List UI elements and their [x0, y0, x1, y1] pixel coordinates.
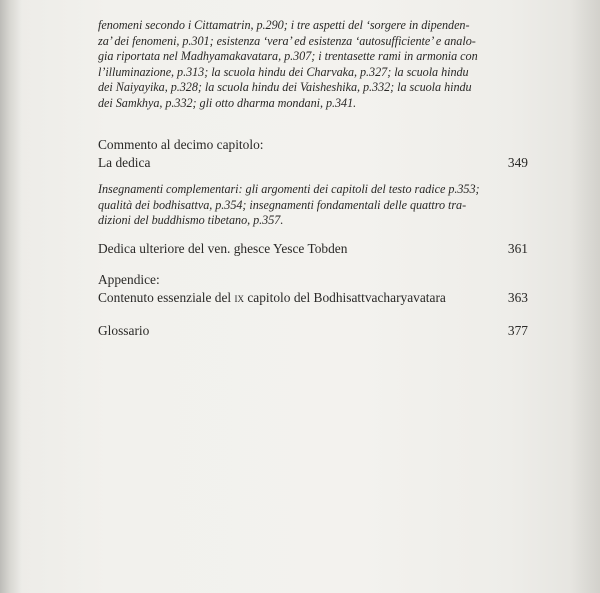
- continuation-line: dei Samkhya, p.332; gli otto dharma mondani, p.341.: [98, 95, 357, 110]
- continuation-paragraph: [98, 18, 530, 112]
- toc-note-block: [98, 182, 530, 229]
- appendix-title-part: Contenuto essenziale del: [98, 290, 235, 305]
- continuation-line: za’ dei fenomeni, p.301; esistenza ‘vera’ ed esistenza ‘autosufficiente’ e analo-: [98, 33, 476, 48]
- toc-page-number: 377: [507, 323, 528, 338]
- toc-page-number: 361: [507, 241, 528, 256]
- page-gutter-shadow: [0, 0, 22, 593]
- toc-entry-title: La dedica: [98, 155, 151, 170]
- toc-continuation-block: [98, 18, 530, 112]
- continuation-line: l’illuminazione, p.313; la scuola hindu dei Charvaka, p.327; la scuola hindu: [98, 64, 469, 79]
- continuation-line: fenomeni secondo i Cittamatrin, p.290; i tre aspetti del ‘sorgere in dipenden-: [98, 18, 470, 32]
- note-line: dizioni del buddhismo tibetano, p.357.: [98, 213, 284, 228]
- page-edge-shadow: [570, 0, 600, 593]
- continuation-line: dei Naiyayika, p.328; la scuola hindu dei Vaisheshika, p.332; la scuola hindu: [98, 80, 472, 95]
- toc-page-number: 363: [507, 290, 528, 305]
- toc-chapter-heading: Appendice:: [98, 272, 160, 287]
- note-paragraph: [98, 182, 530, 229]
- continuation-line: gia riportata nel Madhyamakavatara, p.307; i trentasette rami in armonia con: [98, 49, 478, 64]
- toc-entry-title: Glossario: [98, 323, 150, 338]
- roman-numeral: ix: [234, 290, 244, 305]
- toc-entry-title: [98, 289, 446, 307]
- toc-chapter-heading: Commento al decimo capitolo:: [98, 137, 264, 152]
- appendix-title-part: capitolo del Bodhisattvacharyavatara: [243, 290, 446, 305]
- note-line: qualità dei bodhisattva, p.354; insegnamenti fondamentali delle quattro tra-: [98, 197, 467, 212]
- note-line: Insegnamenti complementari: gli argomenti dei capitoli del testo radice p.353;: [98, 182, 480, 196]
- toc-entry-title: Dedica ulteriore del ven. ghesce Yesce Tobden: [98, 241, 348, 256]
- toc-page-number: 349: [507, 155, 528, 170]
